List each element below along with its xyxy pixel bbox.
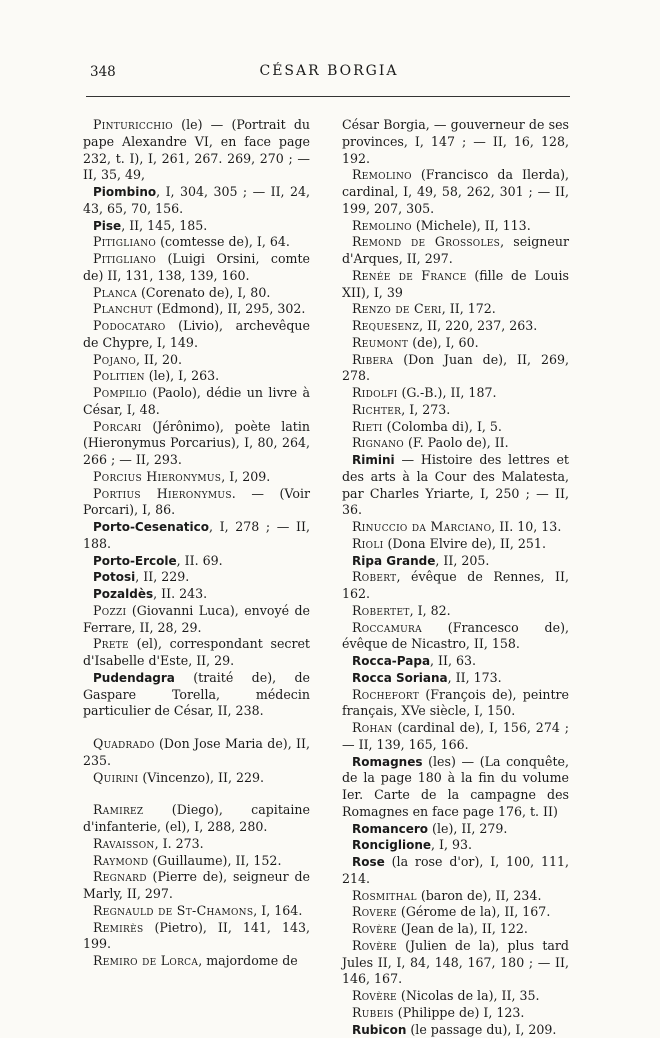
index-entry: Pojano, II, 20. [83, 352, 310, 369]
index-entry: Rocca Soriana, II, 173. [342, 670, 569, 687]
header-rule [86, 96, 570, 97]
index-entry: Pozzi (Giovanni Luca), envoyé de Ferrare, II, 28, 29. [83, 603, 310, 637]
running-title: CÉSAR BORGIA [90, 63, 568, 79]
index-entry: Rioli (Dona Elvire de), II, 251. [342, 536, 569, 553]
index-entry: Roccamura (Francesco de), évêque de Nicastro, II, 158. [342, 620, 569, 654]
index-entry: Ronciglione, I, 93. [342, 837, 569, 854]
index-entry: Remolino (Francisco da Ilerda), cardinal, I, 49, 58, 262, 301 ; — II, 199, 207, 305. [342, 167, 569, 217]
index-entry: Ravaisson, I. 273. [83, 836, 310, 853]
index-entry: Portius Hieronymus. — (Voir Porcari), I, 86. [83, 486, 310, 520]
index-entry: Robertet, I, 82. [342, 603, 569, 620]
index-entry: Romancero (le), II, 279. [342, 821, 569, 838]
index-entry: Potosi, II, 229. [83, 569, 310, 586]
index-entry: Pise, II, 145, 185. [83, 218, 310, 235]
index-entry: Rochefort (François de), peintre français, XVe siècle, I, 150. [342, 687, 569, 721]
index-entry: Planchut (Edmond), II, 295, 302. [83, 301, 310, 318]
index-entry: Rovere (Gérome de la), II, 167. [342, 904, 569, 921]
index-entry: Renée de France (fille de Louis XII), I, 39 [342, 268, 569, 302]
index-entry: Pinturicchio (le) — (Portrait du pape Alexandre VI, en face page 232, t. I), I, 261, 267. 269, 270 ; — II, 35, 49, [83, 117, 310, 184]
index-entry: Podocataro (Livio), archevêque de Chypre, I, 149. [83, 318, 310, 352]
index-entry: Rocca-Papa, II, 63. [342, 653, 569, 670]
index-entry: Piombino, I, 304, 305 ; — II, 24, 43, 65, 70, 156. [83, 184, 310, 218]
index-entry: Reumont (de), I, 60. [342, 335, 569, 352]
index-column-right [342, 117, 569, 1038]
index-entry: Rovère (Jean de la), II, 122. [342, 921, 569, 938]
index-entry: Remond de Grossoles, seigneur d'Arques, II, 297. [342, 234, 569, 268]
index-entry: Porcari (Jérônimo), poète latin (Hieronymus Porcarius), I, 80, 264, 266 ; — II, 293. [83, 419, 310, 469]
index-entry: Rimini — Histoire des lettres et des arts à la Cour des Malatesta, par Charles Yriarte, I, 250 ; — II, 36. [342, 452, 569, 519]
index-entry: Rovère (Julien de la), plus tard Jules II, I, 84, 148, 167, 180 ; — II, 146, 167. [342, 938, 569, 988]
index-entry: Ridolfi (G.-B.), II, 187. [342, 385, 569, 402]
index-entry: Rignano (F. Paolo de), II. [342, 435, 569, 452]
page-number: 348 [90, 64, 116, 80]
index-entry: Renzo de Ceri, II, 172. [342, 301, 569, 318]
index-entry: Pompilio (Paolo), dédie un livre à César, I, 48. [83, 385, 310, 419]
index-entry: Porto-Cesenatico, I, 278 ; — II, 188. [83, 519, 310, 553]
index-entry: Remiro de Lorca, majordome de [83, 953, 310, 970]
page-header [90, 60, 568, 86]
index-entry: Porcius Hieronymus, I, 209. [83, 469, 310, 486]
index-entry: Rovère (Nicolas de la), II, 35. [342, 988, 569, 1005]
index-entry: Rinuccio da Marciano, II. 10, 13. [342, 519, 569, 536]
index-entry: Pitigliano (Luigi Orsini, comte de) II, 131, 138, 139, 160. [83, 251, 310, 285]
index-entry: Robert, évêque de Rennes, II, 162. [342, 569, 569, 603]
index-entry: Prete (el), correspondant secret d'Isabelle d'Este, II, 29. [83, 636, 310, 670]
index-entry: Remirès (Pietro), II, 141, 143, 199. [83, 920, 310, 954]
index-entry: Regnauld de St-Chamons, I, 164. [83, 903, 310, 920]
index-entry: César Borgia, — gouverneur de ses provinces, I, 147 ; — II, 16, 128, 192. [342, 117, 569, 167]
index-entry: Planca (Corenato de), I, 80. [83, 285, 310, 302]
index-entry: Richter, I, 273. [342, 402, 569, 419]
index-entry: Ripa Grande, II, 205. [342, 553, 569, 570]
index-entry: Rieti (Colomba di), I, 5. [342, 419, 569, 436]
index-entry: Quirini (Vincenzo), II, 229. [83, 770, 310, 787]
index-entry: Rohan (cardinal de), I, 156, 274 ; — II, 139, 165, 166. [342, 720, 569, 754]
index-entry: Raymond (Guillaume), II, 152. [83, 853, 310, 870]
index-entry: Rose (la rose d'or), I, 100, 111, 214. [342, 854, 569, 888]
index-entry: Remolino (Michele), II, 113. [342, 218, 569, 235]
index-entry: Pudendagra (traité de), de Gaspare Torella, médecin particulier de César, II, 238. [83, 670, 310, 720]
index-entry: Ramirez (Diego), capitaine d'infanterie, (el), I, 288, 280. [83, 802, 310, 836]
index-entry: Pitigliano (comtesse de), I, 64. [83, 234, 310, 251]
index-entry: Porto-Ercole, II. 69. [83, 553, 310, 570]
index-entry: Requesenz, II, 220, 237, 263. [342, 318, 569, 335]
index-column-left [83, 117, 310, 970]
index-entry: Pozaldès, II. 243. [83, 586, 310, 603]
index-entry: Politien (le), I, 263. [83, 368, 310, 385]
index-entry: Rubeis (Philippe de) I, 123. [342, 1005, 569, 1022]
index-entry: Ribera (Don Juan de), II, 269, 278. [342, 352, 569, 386]
index-entry: Quadrado (Don Jose Maria de), II, 235. [83, 736, 310, 770]
index-entry: Rubicon (le passage du), I, 209. [342, 1022, 569, 1038]
index-entry: Regnard (Pierre de), seigneur de Marly, II, 297. [83, 869, 310, 903]
index-entry: Romagnes (les) — (La conquête, de la page 180 à la fin du volume Ier. Carte de la campagne des Romagnes en face page 176, t. II) [342, 754, 569, 821]
index-entry: Rosmithal (baron de), II, 234. [342, 888, 569, 905]
